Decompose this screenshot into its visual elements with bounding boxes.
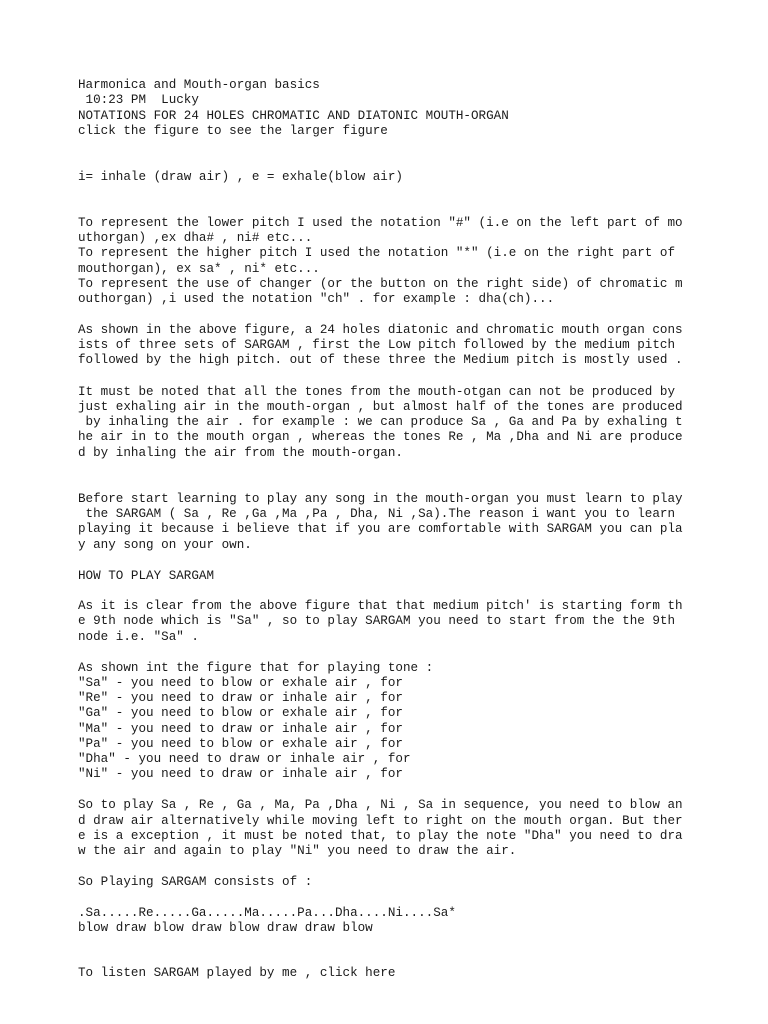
sargam-notes: .Sa.....Re.....Ga.....Ma.....Pa...Dha....Ni....Sa* bbox=[78, 906, 456, 920]
doc-heading: NOTATIONS FOR 24 HOLES CHROMATIC AND DIATONIC MOUTH-ORGAN bbox=[78, 109, 509, 123]
tone-instruction: "Ma" - you need to draw or inhale air , for bbox=[78, 722, 403, 736]
paragraph-line: y any song on your own. bbox=[78, 538, 252, 552]
sargam-breath-pattern: blow draw blow draw blow draw draw blow bbox=[78, 921, 373, 935]
tone-instruction: "Dha" - you need to draw or inhale air , for bbox=[78, 752, 411, 766]
paragraph-line: As shown in the above figure, a 24 holes diatonic and chromatic mouth organ cons bbox=[78, 323, 683, 337]
paragraph-line: just exhaling air in the mouth-organ , but almost half of the tones are produced bbox=[78, 400, 683, 414]
paragraph-line: the SARGAM ( Sa , Re ,Ga ,Ma ,Pa , Dha, Ni ,Sa).The reason i want you to learn bbox=[78, 507, 676, 521]
paragraph-line: w the air and again to play "Ni" you need to draw the air. bbox=[78, 844, 517, 858]
paragraph-line: To represent the lower pitch I used the notation "#" (i.e on the left part of mo bbox=[78, 216, 683, 230]
paragraph-line: playing it because i believe that if you are comfortable with SARGAM you can pla bbox=[78, 522, 683, 536]
doc-title: Harmonica and Mouth-organ basics bbox=[78, 78, 320, 92]
paragraph-line: e is a exception , it must be noted that, to play the note "Dha" you need to dra bbox=[78, 829, 683, 843]
figure-link-text[interactable]: click the figure to see the larger figure bbox=[78, 124, 388, 138]
paragraph-line: So to play Sa , Re , Ga , Ma, Pa ,Dha , Ni , Sa in sequence, you need to blow an bbox=[78, 798, 683, 812]
paragraph-line: To represent the use of changer (or the button on the right side) of chromatic m bbox=[78, 277, 683, 291]
listen-link-text[interactable]: To listen SARGAM played by me , click here bbox=[78, 966, 396, 980]
paragraph-line: outhorgan) ,i used the notation "ch" . for example : dha(ch)... bbox=[78, 292, 555, 306]
tone-instruction: "Re" - you need to draw or inhale air , for bbox=[78, 691, 403, 705]
paragraph-line: e 9th node which is "Sa" , so to play SARGAM you need to start from the the 9th bbox=[78, 614, 676, 628]
paragraph-line: So Playing SARGAM consists of : bbox=[78, 875, 313, 889]
paragraph-line: To represent the higher pitch I used the notation "*" (i.e on the right part of bbox=[78, 246, 676, 260]
section-heading: HOW TO PLAY SARGAM bbox=[78, 569, 215, 583]
paragraph-line: mouthorgan), ex sa* , ni* etc... bbox=[78, 262, 320, 276]
paragraph-line: by inhaling the air . for example : we can produce Sa , Ga and Pa by exhaling t bbox=[78, 415, 683, 429]
paragraph-line: d by inhaling the air from the mouth-organ. bbox=[78, 446, 403, 460]
paragraph-line: d draw air alternatively while moving left to right on the mouth organ. But ther bbox=[78, 814, 683, 828]
paragraph-line: node i.e. "Sa" . bbox=[78, 630, 199, 644]
paragraph-line: Before start learning to play any song in the mouth-organ you must learn to play bbox=[78, 492, 683, 506]
tone-instruction: "Ga" - you need to blow or exhale air , for bbox=[78, 706, 403, 720]
paragraph-line: followed by the high pitch. out of these three the Medium pitch is mostly used . bbox=[78, 353, 683, 367]
tone-instruction: "Pa" - you need to blow or exhale air , for bbox=[78, 737, 403, 751]
tone-instruction: "Ni" - you need to draw or inhale air , for bbox=[78, 767, 403, 781]
paragraph-line: uthorgan) ,ex dha# , ni# etc... bbox=[78, 231, 313, 245]
paragraph-line: ists of three sets of SARGAM , first the Low pitch followed by the medium pitch bbox=[78, 338, 676, 352]
paragraph-line: he air in to the mouth organ , whereas the tones Re , Ma ,Dha and Ni are produce bbox=[78, 430, 683, 444]
paragraph-line: It must be noted that all the tones from the mouth-otgan can not be produced by bbox=[78, 385, 676, 399]
post-meta: 10:23 PM Lucky bbox=[78, 93, 199, 107]
notation-legend: i= inhale (draw air) , e = exhale(blow air) bbox=[78, 170, 403, 184]
paragraph-line: As it is clear from the above figure that that medium pitch' is starting form th bbox=[78, 599, 683, 613]
tone-instruction: "Sa" - you need to blow or exhale air , for bbox=[78, 676, 403, 690]
paragraph-line: As shown int the figure that for playing tone : bbox=[78, 661, 434, 675]
